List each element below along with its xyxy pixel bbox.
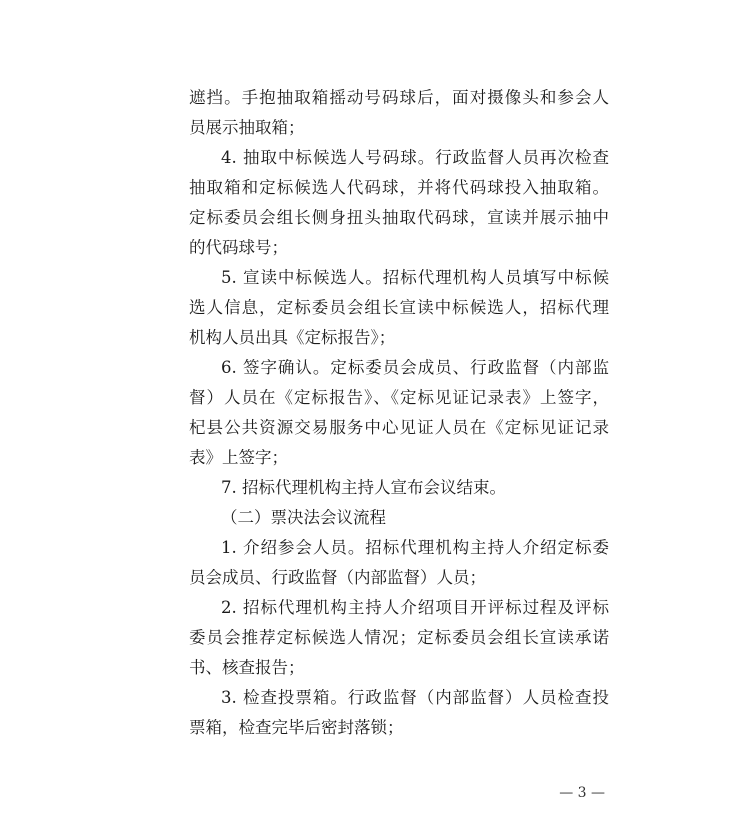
- text-line: 遮挡。手抱抽取箱摇动号码球后，面对摄像头和参会人: [189, 88, 609, 107]
- text-line: 7. 招标代理机构主持人宣布会议结束。: [221, 478, 506, 497]
- text-line: 2. 招标代理机构主持人介绍项目开评标过程及评标: [221, 598, 609, 617]
- text-line: 员展示抽取箱；: [189, 118, 305, 137]
- text-line: 书、核查报告；: [189, 658, 305, 677]
- text-line: 定标委员会组长侧身扭头抽取代码球，宣读并展示抽中: [189, 208, 609, 227]
- text-line: 杞县公共资源交易服务中心见证人员在《定标见证记录: [189, 418, 609, 437]
- text-line: 的代码球号；: [189, 238, 288, 257]
- text-line: 委员会推荐定标候选人情况；定标委员会组长宣读承诺: [189, 628, 609, 647]
- text-line: 员会成员、行政监督（内部监督）人员；: [189, 568, 486, 587]
- text-line: 1. 介绍参会人员。招标代理机构主持人介绍定标委: [221, 538, 609, 557]
- text-line: 选人信息，定标委员会组长宣读中标候选人，招标代理: [189, 298, 609, 317]
- text-line: 表》上签字；: [189, 448, 288, 467]
- text-line: 票箱，检查完毕后密封落锁；: [189, 718, 404, 737]
- text-line: 5. 宣读中标候选人。招标代理机构人员填写中标候: [221, 268, 609, 287]
- text-line: 4. 抽取中标候选人号码球。行政监督人员再次检查: [221, 148, 609, 167]
- text-line: 抽取箱和定标候选人代码球，并将代码球投入抽取箱。: [189, 178, 609, 197]
- text-line: 督）人员在《定标报告》、《定标见证记录表》上签字，: [189, 388, 609, 407]
- page-number: — 3 —: [559, 785, 605, 801]
- text-line: 6. 签字确认。定标委员会成员、行政监督（内部监: [221, 358, 609, 377]
- section-heading: （二）票决法会议流程: [221, 508, 386, 527]
- text-line: 机构人员出具《定标报告》；: [189, 328, 396, 347]
- text-line: 3. 检查投票箱。行政监督（内部监督）人员检查投: [221, 688, 609, 707]
